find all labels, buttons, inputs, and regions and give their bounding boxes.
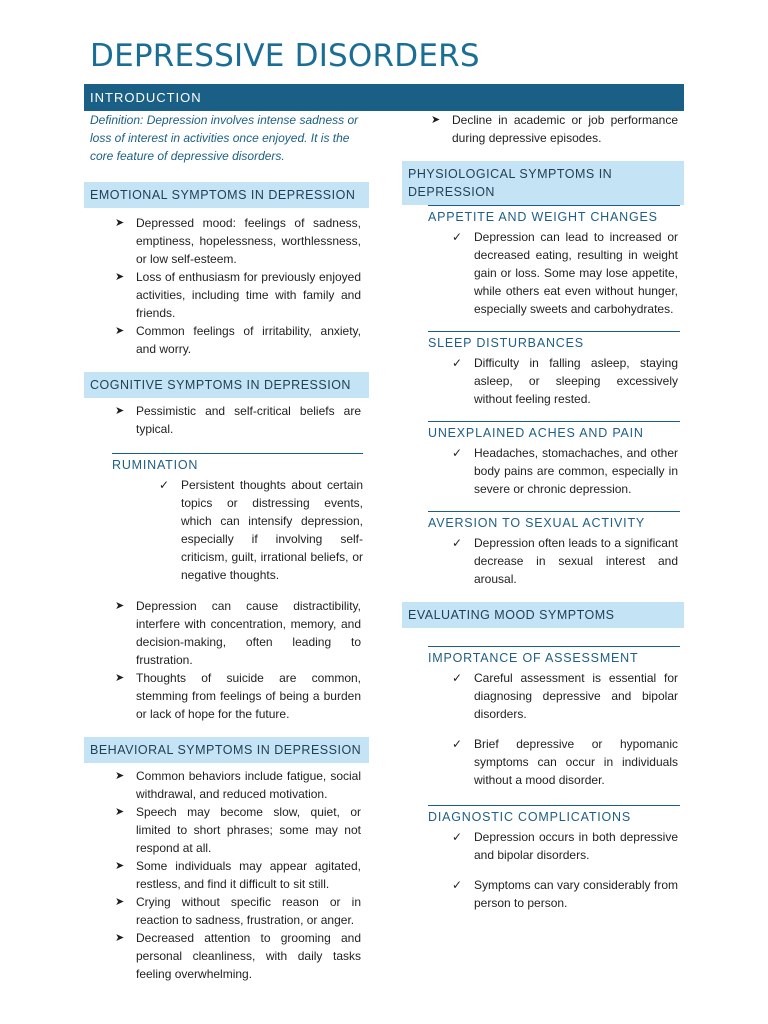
right-column: [402, 111, 684, 912]
behavioral-list-continued: [431, 111, 678, 147]
arrow-bullet-icon: ➤: [115, 806, 125, 818]
behavioral-symptoms-header: BEHAVIORAL SYMPTOMS IN DEPRESSION: [84, 737, 369, 763]
arrow-bullet-icon: ➤: [115, 325, 125, 337]
arrow-bullet-icon: ➤: [115, 860, 125, 872]
list-item: ✓ Symptoms can vary considerably from person to person.: [452, 878, 678, 910]
list-item: ➤ Speech may become slow, quiet, or limited to short phrases; some may not respond at all.: [115, 805, 361, 855]
arrow-bullet-icon: ➤: [115, 932, 125, 944]
checkmark-icon: ✓: [452, 536, 463, 550]
list-item: ➤ Thoughts of suicide are common, stemming from feelings of being a burden or lack of hope for the future.: [115, 671, 361, 721]
checkmark-icon: ✓: [452, 671, 463, 685]
aversion-list: [452, 534, 678, 588]
list-item: ➤ Decreased attention to grooming and personal cleanliness, with daily tasks feeling overwhelming.: [115, 931, 361, 981]
checkmark-icon: ✓: [452, 830, 463, 844]
arrow-bullet-icon: ➤: [115, 271, 125, 283]
aversion-section: [428, 511, 680, 588]
list-item: ➤ Pessimistic and self-critical beliefs are typical.: [115, 404, 361, 436]
introduction-header: INTRODUCTION: [84, 84, 684, 111]
list-item: ➤ Some individuals may appear agitated, restless, and find it difficult to sit still.: [115, 859, 361, 891]
list-item: ➤ Crying without specific reason or in reaction to sadness, frustration, or anger.: [115, 895, 361, 927]
arrow-bullet-icon: ➤: [115, 770, 125, 782]
list-item: ✓ Depression often leads to a significant decrease in sexual interest and arousal.: [452, 536, 678, 586]
list-item: ✓ Brief depressive or hypomanic symptoms can occur in individuals without a mood disorder.: [452, 737, 678, 787]
importance-section: [428, 646, 680, 789]
list-item: ✓ Careful assessment is essential for diagnosing depressive and bipolar disorders.: [452, 671, 678, 721]
emotional-list: [115, 214, 361, 358]
rumination-list: [159, 476, 363, 584]
arrow-bullet-icon: ➤: [115, 672, 125, 684]
cognitive-list-top: [115, 402, 361, 438]
aches-section: [428, 421, 680, 498]
complications-list: [452, 828, 678, 912]
appetite-header: APPETITE AND WEIGHT CHANGES: [428, 205, 680, 225]
checkmark-icon: ✓: [452, 230, 463, 244]
list-item: ➤ Depressed mood: feelings of sadness, emptiness, hopelessness, worthlessness, or low self-esteem.: [115, 216, 361, 266]
page-title: DEPRESSIVE DISORDERS: [90, 38, 480, 74]
aversion-header: AVERSION TO SEXUAL ACTIVITY: [428, 511, 680, 531]
list-item: ➤ Common behaviors include fatigue, social withdrawal, and reduced motivation.: [115, 769, 361, 801]
physiological-symptoms-header: PHYSIOLOGICAL SYMPTOMS IN DEPRESSION: [402, 161, 684, 205]
list-item: ✓ Depression occurs in both depressive and bipolar disorders.: [452, 830, 678, 862]
complications-section: [428, 805, 680, 912]
list-item: ➤ Common feelings of irritability, anxiety, and worry.: [115, 324, 361, 356]
checkmark-icon: ✓: [452, 878, 463, 892]
cognitive-symptoms-header: COGNITIVE SYMPTOMS IN DEPRESSION: [84, 372, 369, 398]
evaluating-mood-header: EVALUATING MOOD SYMPTOMS: [402, 602, 684, 628]
list-item: ➤ Depression can cause distractibility, interfere with concentration, memory, and decision-making, often leading to frustration.: [115, 599, 361, 667]
emotional-symptoms-header: EMOTIONAL SYMPTOMS IN DEPRESSION: [84, 182, 369, 208]
aches-list: [452, 444, 678, 498]
checkmark-icon: ✓: [159, 478, 170, 492]
arrow-bullet-icon: ➤: [115, 600, 125, 612]
checkmark-icon: ✓: [452, 737, 463, 751]
sleep-section: [428, 331, 680, 408]
arrow-bullet-icon: ➤: [115, 217, 125, 229]
appetite-section: [428, 205, 680, 318]
sleep-list: [452, 354, 678, 408]
cognitive-list-bottom: [115, 597, 361, 723]
rumination-section: [112, 453, 363, 584]
importance-header: IMPORTANCE OF ASSESSMENT: [428, 646, 680, 666]
aches-header: UNEXPLAINED ACHES AND PAIN: [428, 421, 680, 441]
definition-text: Definition: Depression involves intense sadness or loss of interest in activities once enjoyed. It is the core feature of depressive disorders.: [90, 113, 359, 163]
list-item: ✓ Persistent thoughts about certain topics or distressing events, which can intensify depression, especially if involving self-criticism, guilt, irrational beliefs, or negative thoughts.: [159, 478, 363, 582]
left-column: [84, 111, 369, 983]
checkmark-icon: ✓: [452, 356, 463, 370]
arrow-bullet-icon: ➤: [431, 114, 441, 126]
list-item: ✓ Headaches, stomachaches, and other body pains are common, especially in severe or chronic depression.: [452, 446, 678, 496]
importance-list: [452, 669, 678, 789]
sleep-header: SLEEP DISTURBANCES: [428, 331, 680, 351]
appetite-list: [452, 228, 678, 318]
list-item: ➤ Loss of enthusiasm for previously enjoyed activities, including time with family and friends.: [115, 270, 361, 320]
list-item: ✓ Depression can lead to increased or decreased eating, resulting in weight gain or loss. Some may lose appetite, while others eat even without hunger, especially sweets and carbohydrates.: [452, 230, 678, 316]
list-item: ✓ Difficulty in falling asleep, staying asleep, or sleeping excessively without feeling rested.: [452, 356, 678, 406]
arrow-bullet-icon: ➤: [115, 405, 125, 417]
rumination-header: RUMINATION: [112, 453, 363, 473]
checkmark-icon: ✓: [452, 446, 463, 460]
complications-header: DIAGNOSTIC COMPLICATIONS: [428, 805, 680, 825]
behavioral-list: [115, 767, 361, 983]
list-item: ➤ Decline in academic or job performance during depressive episodes.: [431, 113, 678, 145]
arrow-bullet-icon: ➤: [115, 896, 125, 908]
